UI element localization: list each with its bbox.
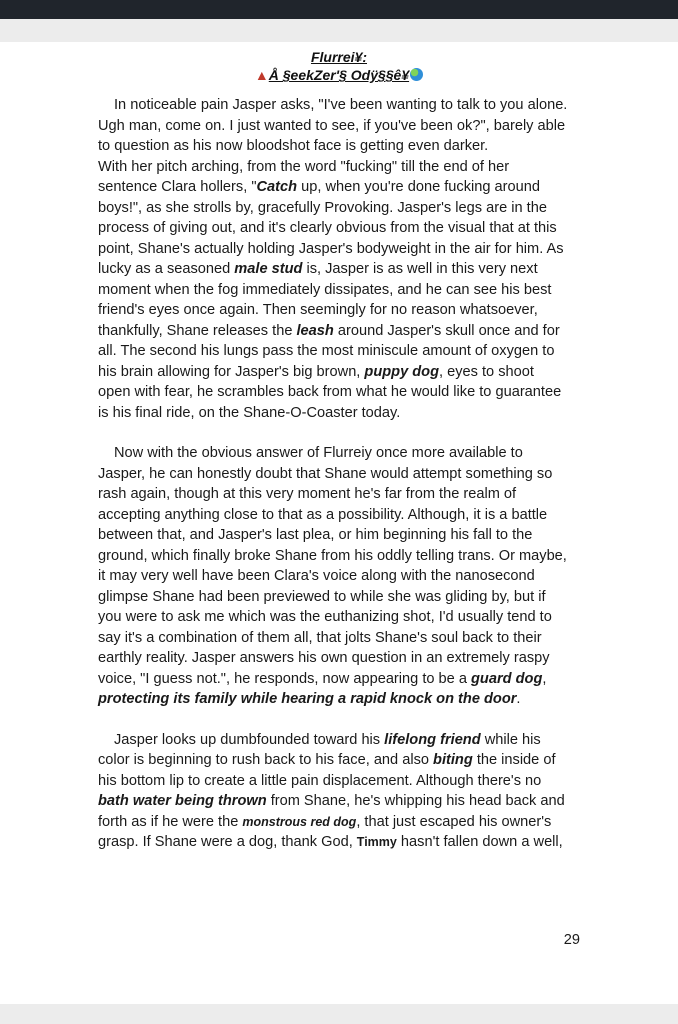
text-line: between that, and Jasper's last plea, or him beginning his fall to the <box>98 527 533 543</box>
text-line: rash again, though at this very moment he's far from the realm of <box>98 486 517 502</box>
top-status-bar <box>0 0 678 19</box>
text-run: the inside of <box>472 752 556 768</box>
text-line: friend's eyes once again. Then seemingly for no reason whatsoever, <box>98 302 538 318</box>
text-line: Ugh man, come on. I just wanted to see, if you've been ok?", barely able <box>98 117 566 134</box>
text-run: color is beginning to rush back to his face, and also <box>98 752 434 768</box>
text-line: say it's a combination of them all, that jolts Shane's soul back to their <box>98 629 542 646</box>
text-run: thankfully, Shane releases the <box>98 322 297 339</box>
text-run: voice, "I guess not.", he responds, now appearing to be a <box>98 670 472 687</box>
emphasis-text: bath water being thrown <box>98 793 267 809</box>
text-run: lucky as a seasoned <box>98 261 235 277</box>
bottom-strip <box>0 1004 678 1024</box>
emphasis-text: puppy dog <box>364 363 439 380</box>
text-line: you were to ask me which was the euthanizing shot, I'd usually tend to <box>98 609 552 625</box>
text-run: from Shane, he's whipping his head back and <box>266 793 565 809</box>
text-run: Jasper looks up dumbfounded toward his <box>114 731 385 748</box>
red-triangle-icon: ▲ <box>254 67 269 83</box>
text-line: boys!", as she strolls by, gracefully Provoking. Jasper's legs are in the <box>98 199 547 216</box>
text-run: is, Jasper is as well in this very next <box>302 261 538 277</box>
text-line: open with fear, he scrambles back from what he would like to guarantee <box>98 384 562 400</box>
text-run: while his <box>480 731 541 748</box>
globe-icon <box>410 68 423 81</box>
text-run: his brain allowing for Jasper's big brown, <box>98 363 365 380</box>
paragraph-3 <box>98 730 580 853</box>
text-line: process of giving out, and it's clearly obvious from the visual that at this <box>98 220 557 236</box>
text-run: up, when you're done fucking around <box>297 179 540 195</box>
text-line: glimpse Shane had been previewed to while she was gliding by, but if <box>98 588 546 605</box>
chapter-subtitle-text: Å §eekZer'§ Odÿ§§ê¥ <box>268 67 410 83</box>
text-line: accepting anything close to that as a possibility. Although, it is a battle <box>98 506 548 523</box>
paragraph-2 <box>98 443 580 710</box>
emphasis-text: leash <box>296 322 334 339</box>
text-line: is his final ride, on the Shane-O-Coaster today. <box>98 404 401 421</box>
text-line: it may very well have been Clara's voice along with the nanosecond <box>98 568 535 584</box>
text-line: Now with the obvious answer of Flurreiy once more available to <box>114 445 523 461</box>
paragraph-1 <box>98 95 580 423</box>
text-line: moment when the fog immediately dissipates, and he can see his best <box>98 281 552 298</box>
text-run: grasp. If Shane were a dog, thank God, <box>98 834 357 850</box>
chapter-subtitle <box>0 66 678 85</box>
emphasis-text: guard dog <box>471 670 543 687</box>
text-line: ground, which finally broke Shane from his oddly telling trans. Or maybe, <box>98 547 567 564</box>
text-run: forth as if he were the <box>98 813 243 830</box>
emphasis-text: Catch <box>256 179 298 195</box>
text-line: In noticeable pain Jasper asks, "I've been wanting to talk to you alone. <box>114 97 568 113</box>
emphasis-text: male stud <box>234 261 303 277</box>
body-text <box>98 95 580 853</box>
chapter-heading <box>0 48 678 85</box>
text-run: around Jasper's skull once and for <box>333 322 560 339</box>
text-line: all. The second his lungs pass the most miniscule amount of oxygen to <box>98 343 555 359</box>
text-line: Jasper, he can honestly doubt that Shane would attempt something so <box>98 465 553 482</box>
text-line: earthly reality. Jasper answers his own question in an extremely raspy <box>98 650 550 666</box>
text-line: point, Shane's actually holding Jasper's bodyweight in the air for him. As <box>98 240 564 257</box>
emphasis-text: biting <box>433 752 473 768</box>
emphasis-text: monstrous red dog <box>242 814 357 829</box>
emphasis-text: lifelong friend <box>384 731 481 748</box>
page-number: 29 <box>563 932 580 948</box>
text-run: , <box>542 670 547 687</box>
text-run: sentence Clara hollers, " <box>98 179 257 195</box>
text-run: , that just escaped his owner's <box>356 813 552 830</box>
text-run: . <box>516 691 521 707</box>
text-run: , eyes to shoot <box>439 363 534 380</box>
text-line: to question as his now bloodshot face is getting even darker. <box>98 138 489 154</box>
text-run: hasn't fallen down a well, <box>396 834 563 850</box>
text-line: With her pitch arching, from the word "fucking" till the end of her <box>98 158 510 175</box>
chapter-title: Flurrei¥: <box>310 49 367 65</box>
text-line: his bottom lip to create a little pain displacement. Although there's no <box>98 772 542 789</box>
emphasis-text: protecting its family while hearing a rapid knock on the door <box>98 691 517 707</box>
emphasis-text: Timmy <box>356 835 397 849</box>
